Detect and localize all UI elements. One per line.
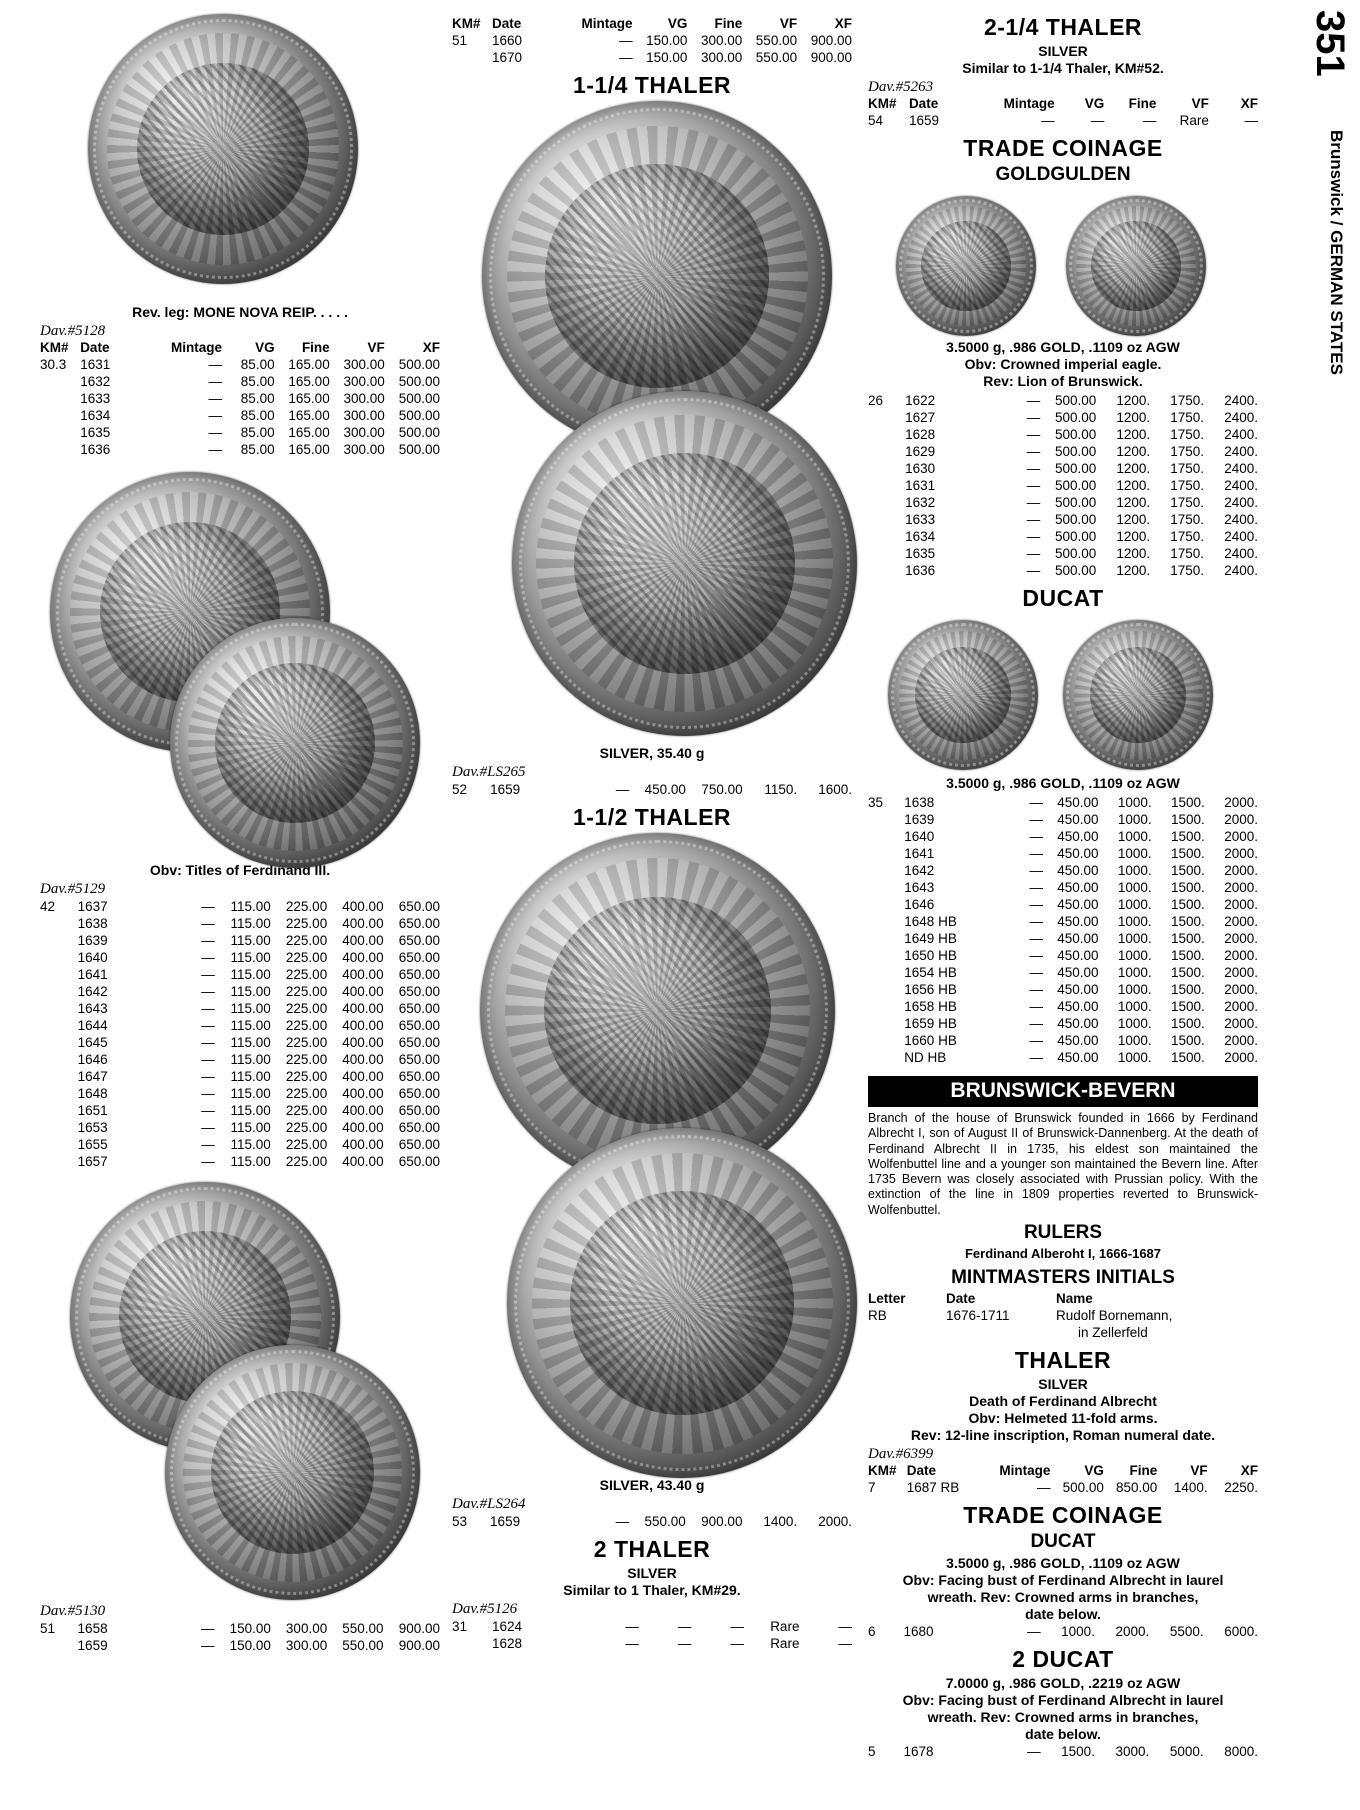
coin-image-2 xyxy=(40,458,440,858)
silver-weight-4340: SILVER, 43.40 g xyxy=(599,1477,705,1493)
dav-ref-5126: Dav.#5126 xyxy=(452,1601,518,1617)
col-header-vg: VG xyxy=(1084,96,1105,111)
thaler-line-2: Obv: Helmeted 11-fold arms. xyxy=(968,1409,1158,1426)
heading-2-thaler: 2 THALER xyxy=(593,1536,711,1562)
col-header-mintage: Mintage xyxy=(1003,96,1055,111)
col-header-km: KM# xyxy=(868,96,897,111)
table-row: 1627 — 500.00 1200. 1750. 2400. xyxy=(905,410,1258,425)
two-ducat-obv-2: wreath. Rev: Crowned arms in branches, xyxy=(927,1708,1199,1725)
col-header-km: KM# xyxy=(452,16,481,31)
rulers-text: Ferdinand Alberoht I, 1666-1687 xyxy=(964,1245,1162,1261)
table-row: 1629 — 500.00 1200. 1750. 2400. xyxy=(905,444,1258,459)
table-row: 35 1638 — 450.00 1000. 1500. 2000. xyxy=(868,795,1258,810)
table-row: ND HB — 450.00 1000. 1500. 2000. xyxy=(904,1050,1258,1065)
coin-photo-5130-reverse xyxy=(165,1345,420,1600)
col-header-xf: XF xyxy=(1240,1462,1258,1478)
table-row: 42 1637 — 115.00 225.00 400.00 650.00 xyxy=(40,899,440,914)
dav-ref-5130: Dav.#5130 xyxy=(40,1603,106,1619)
col-header-xf: XF xyxy=(422,340,440,355)
dav-ref-6399: Dav.#6399 xyxy=(868,1445,934,1462)
table-row: 1658 HB — 450.00 1000. 1500. 2000. xyxy=(904,999,1258,1014)
table-row: 1630 — 500.00 1200. 1750. 2400. xyxy=(905,461,1258,476)
table-row: 52 1659 — 450.00 750.00 1150. 1600. xyxy=(452,782,852,797)
section-intro-text: Branch of the house of Brunswick founded in 1666 by Ferdinand Albrecht I, son of August II of Brunswick-Dannenberg. At the death of Ferdinand Albrecht II in 1735, his eldest son maintained the Wolfenbuttel line and a younger son maintained the Bevern line. After 1735 Bevern was closely associated with Prussian policy. With the extinction of the line in 1809 properties reverted to Brunswick-Wolfenbuttel. xyxy=(868,1111,1258,1217)
coin1-caption: Rev. leg: MONE NOVA REIP. . . . . xyxy=(132,304,348,320)
col-header-date: Date xyxy=(491,16,522,31)
table-row: 1640 — 115.00 225.00 400.00 650.00 xyxy=(77,950,440,965)
two-ducat-obv-3: date below. xyxy=(1025,1725,1101,1742)
heading-1-1-4-thaler: 1-1/4 THALER xyxy=(572,72,732,98)
col-header-xf: XF xyxy=(1240,96,1258,111)
table-row: 1640 — 450.00 1000. 1500. 2000. xyxy=(904,829,1258,844)
coin-image-114 xyxy=(452,101,852,741)
col-header-fine: Fine xyxy=(1129,1462,1158,1478)
price-table-51-top xyxy=(452,16,852,66)
heading-goldgulden: GOLDGULDEN xyxy=(995,164,1131,185)
price-table-35 xyxy=(868,794,1258,1066)
coin2-caption: Obv: Titles of Ferdinand III. xyxy=(149,862,331,878)
table-row: 1628 — — — Rare — xyxy=(491,1636,852,1651)
heading-trade-coinage-1: TRADE COINAGE xyxy=(963,135,1163,161)
coin-image-3 xyxy=(40,1170,440,1600)
table-row: 1635 — 85.00 165.00 300.00 500.00 xyxy=(80,425,440,440)
table-row: 1659 — 150.00 300.00 550.00 900.00 xyxy=(77,1638,440,1653)
table-row: 53 1659 — 550.00 900.00 1400. 2000. xyxy=(452,1514,852,1529)
price-table-5 xyxy=(868,1743,1258,1760)
col-header-name: Name xyxy=(1056,1290,1093,1306)
table-row: 1633 — 500.00 1200. 1750. 2400. xyxy=(905,512,1258,527)
thaler-line-1: Death of Ferdinand Albrecht xyxy=(969,1392,1157,1409)
dav-ref-5263: Dav.#5263 xyxy=(868,79,934,95)
dav-ref-5128: Dav.#5128 xyxy=(40,323,106,339)
table-row: 1654 HB — 450.00 1000. 1500. 2000. xyxy=(904,965,1258,980)
heading-2-ducat: 2 DUCAT xyxy=(1012,1645,1114,1672)
price-table-7 xyxy=(868,1463,1258,1496)
col-header-date: Date xyxy=(906,1462,937,1478)
dav-ref-ls265: Dav.#LS265 xyxy=(452,764,526,780)
heading-rulers: RULERS xyxy=(1023,1221,1103,1243)
table-row: 51 1660 — 150.00 300.00 550.00 900.00 xyxy=(452,33,852,48)
subheading-silver-214: SILVER xyxy=(1038,43,1088,59)
table-row: 1634 — 500.00 1200. 1750. 2400. xyxy=(905,529,1258,544)
subheading-similar: Similar to 1 Thaler, KM#29. xyxy=(563,1582,741,1598)
table-row: 1649 HB — 450.00 1000. 1500. 2000. xyxy=(904,931,1258,946)
col-header-vg: VG xyxy=(255,340,275,355)
coin-image-ducat xyxy=(868,614,1258,774)
price-table-42 xyxy=(40,898,440,1170)
heading-2-1-4-thaler: 2-1/4 THALER xyxy=(983,14,1143,40)
table-row: 5 1678 — 1500. 3000. 5000. 8000. xyxy=(868,1743,1258,1759)
ducat2-obv-3: date below. xyxy=(1025,1605,1101,1622)
table-row: 1657 — 115.00 225.00 400.00 650.00 xyxy=(77,1154,440,1169)
price-table-6 xyxy=(868,1623,1258,1640)
col-header-fine: Fine xyxy=(714,16,743,31)
table-row: 1645 — 115.00 225.00 400.00 650.00 xyxy=(77,1035,440,1050)
table-row: 6 1680 — 1000. 2000. 5500. 6000. xyxy=(868,1623,1258,1639)
col-header-mintage: Mintage xyxy=(999,1462,1051,1478)
table-row: 1651 — 115.00 225.00 400.00 650.00 xyxy=(77,1103,440,1118)
price-table-53 xyxy=(452,1513,852,1530)
page-side-rail xyxy=(1284,10,1354,430)
table-row: 26 1622 — 500.00 1200. 1750. 2400. xyxy=(868,393,1258,408)
coin-image-goldgulden xyxy=(868,188,1258,338)
col-header-mintage: Mintage xyxy=(581,16,633,31)
table-row: 1633 — 85.00 165.00 300.00 500.00 xyxy=(80,391,440,406)
col-header-mintage: Mintage xyxy=(170,340,222,355)
dav-ref-5129: Dav.#5129 xyxy=(40,881,106,897)
column-right xyxy=(868,0,1258,1760)
table-row: 1643 — 115.00 225.00 400.00 650.00 xyxy=(77,1001,440,1016)
col-header-fine: Fine xyxy=(301,340,330,355)
col-header-date: Date xyxy=(908,96,939,111)
thaler-line-3: Rev: 12-line inscription, Roman numeral date. xyxy=(910,1426,1216,1443)
table-row: 1646 — 450.00 1000. 1500. 2000. xyxy=(904,897,1258,912)
col-header-vf: VF xyxy=(1191,96,1209,111)
column-center xyxy=(452,0,852,1652)
heading-1-1-2-thaler: 1-1/2 THALER xyxy=(572,804,732,830)
silver-weight-3540: SILVER, 35.40 g xyxy=(599,745,705,761)
table-row: 1628 — 500.00 1200. 1750. 2400. xyxy=(905,427,1258,442)
price-table-52 xyxy=(452,781,852,798)
coin-photo-ducat-reverse xyxy=(1063,620,1213,770)
table-row: 1644 — 115.00 225.00 400.00 650.00 xyxy=(77,1018,440,1033)
table-row: RB 1676-1711 Rudolf Bornemann, xyxy=(868,1307,1173,1323)
table-row: 1636 — 500.00 1200. 1750. 2400. xyxy=(905,563,1258,578)
col-header-vf: VF xyxy=(779,16,798,31)
table-row: 1646 — 115.00 225.00 400.00 650.00 xyxy=(77,1052,440,1067)
table-row: 7 1687 RB — 500.00 850.00 1400. 2250. xyxy=(868,1479,1258,1495)
col-header-vf: VF xyxy=(1190,1462,1208,1478)
mintmasters-table xyxy=(868,1291,1258,1341)
table-row: 1648 — 115.00 225.00 400.00 650.00 xyxy=(77,1086,440,1101)
table-row: 1639 — 115.00 225.00 400.00 650.00 xyxy=(77,933,440,948)
col-header-vg: VG xyxy=(1084,1462,1104,1478)
table-row: 1636 — 85.00 165.00 300.00 500.00 xyxy=(80,442,440,457)
col-header-vf: VF xyxy=(367,340,385,355)
section-banner-brunswick-bevern: BRUNSWICK-BEVERN xyxy=(868,1076,1258,1107)
table-row: 1653 — 115.00 225.00 400.00 650.00 xyxy=(77,1120,440,1135)
table-row: 1648 HB — 450.00 1000. 1500. 2000. xyxy=(904,914,1258,929)
table-row: 1631 — 500.00 1200. 1750. 2400. xyxy=(905,478,1258,493)
two-ducat-spec: 7.0000 g, .986 GOLD, .2219 oz AGW xyxy=(945,1674,1181,1691)
heading-mintmasters: MINTMASTERS INITIALS xyxy=(951,1266,1175,1288)
col-header-km: KM# xyxy=(868,1462,897,1478)
coin-image-112 xyxy=(452,833,852,1473)
col-header-xf: XF xyxy=(834,16,852,31)
col-header-date: Date xyxy=(946,1290,976,1306)
subheading-similar-214: Similar to 1-1/4 Thaler, KM#52. xyxy=(962,60,1164,76)
coin-image-1 xyxy=(40,0,440,300)
table-row: 1635 — 500.00 1200. 1750. 2400. xyxy=(905,546,1258,561)
col-header-fine: Fine xyxy=(1128,96,1157,111)
gold-reverse-goldgulden: Rev: Lion of Brunswick. xyxy=(983,373,1143,389)
table-row: 1634 — 85.00 165.00 300.00 500.00 xyxy=(80,408,440,423)
column-left xyxy=(40,0,440,1654)
coin-photo-114-reverse xyxy=(512,391,857,736)
price-table-54 xyxy=(868,96,1258,129)
coin-photo-ducat-obverse xyxy=(888,620,1038,770)
heading-ducat: DUCAT xyxy=(1022,585,1104,611)
table-row: 1643 — 450.00 1000. 1500. 2000. xyxy=(904,880,1258,895)
table-row: 1655 — 115.00 225.00 400.00 650.00 xyxy=(77,1137,440,1152)
table-row: 1660 HB — 450.00 1000. 1500. 2000. xyxy=(904,1033,1258,1048)
table-row: 1642 — 115.00 225.00 400.00 650.00 xyxy=(77,984,440,999)
table-row: in Zellerfeld xyxy=(1078,1324,1148,1340)
gold-obverse-goldgulden: Obv: Crowned imperial eagle. xyxy=(964,356,1162,372)
coin-photo-ferdinand-reverse xyxy=(170,618,420,868)
page-number: 351 xyxy=(1308,10,1352,77)
table-row: 1642 — 450.00 1000. 1500. 2000. xyxy=(904,863,1258,878)
table-row: 30.3 1631 — 85.00 165.00 300.00 500.00 xyxy=(40,357,440,372)
coin-photo-goldgulden-obverse xyxy=(896,196,1036,336)
heading-ducat-2: DUCAT xyxy=(1030,1530,1096,1552)
table-row: 1656 HB — 450.00 1000. 1500. 2000. xyxy=(904,982,1258,997)
price-table-31 xyxy=(452,1618,852,1652)
gold-spec-ducat: 3.5000 g, .986 GOLD, .1109 oz AGW xyxy=(946,775,1180,791)
coin-photo-thaler-obverse xyxy=(88,14,358,284)
table-row: 1639 — 450.00 1000. 1500. 2000. xyxy=(904,812,1258,827)
two-ducat-obv-1: Obv: Facing bust of Ferdinand Albrecht in laurel xyxy=(902,1691,1224,1708)
ducat2-spec: 3.5000 g, .986 GOLD, .1109 oz AGW xyxy=(946,1554,1180,1571)
table-row: 1659 HB — 450.00 1000. 1500. 2000. xyxy=(904,1016,1258,1031)
col-header-vg: VG xyxy=(667,16,688,31)
subheading-silver: SILVER xyxy=(627,1565,677,1581)
coin-photo-112-reverse xyxy=(507,1128,857,1478)
table-row: 1641 — 450.00 1000. 1500. 2000. xyxy=(904,846,1258,861)
price-table-51-left xyxy=(40,1620,440,1654)
page-rail-text: Brunswick / GERMAN STATES xyxy=(1327,130,1346,375)
table-row: 1638 — 115.00 225.00 400.00 650.00 xyxy=(77,916,440,931)
table-row: 1670 — 150.00 300.00 550.00 900.00 xyxy=(491,50,852,65)
thaler-silver: SILVER xyxy=(1038,1375,1088,1392)
ducat2-obv-1: Obv: Facing bust of Ferdinand Albrecht in laurel xyxy=(902,1571,1224,1588)
dav-ref-ls264: Dav.#LS264 xyxy=(452,1496,526,1512)
table-row: 31 1624 — — — Rare — xyxy=(452,1619,852,1634)
table-row: 1650 HB — 450.00 1000. 1500. 2000. xyxy=(904,948,1258,963)
gold-spec-goldgulden: 3.5000 g, .986 GOLD, .1109 oz AGW xyxy=(946,339,1180,355)
table-row: 51 1658 — 150.00 300.00 550.00 900.00 xyxy=(40,1621,440,1636)
price-table-26 xyxy=(868,392,1258,579)
coin-photo-goldgulden-reverse xyxy=(1066,196,1206,336)
col-header-date: Date xyxy=(80,340,110,355)
col-header-letter: Letter xyxy=(868,1290,906,1306)
col-header-km: KM# xyxy=(40,340,69,355)
table-row: 1641 — 115.00 225.00 400.00 650.00 xyxy=(77,967,440,982)
heading-trade-coinage-2: TRADE COINAGE xyxy=(963,1501,1163,1528)
table-row: 1647 — 115.00 225.00 400.00 650.00 xyxy=(77,1069,440,1084)
price-table-30-3 xyxy=(40,340,440,458)
table-row: 1632 — 85.00 165.00 300.00 500.00 xyxy=(80,374,440,389)
ducat2-obv-2: wreath. Rev: Crowned arms in branches, xyxy=(927,1588,1199,1605)
heading-thaler: THALER xyxy=(1014,1346,1112,1373)
table-row: 1632 — 500.00 1200. 1750. 2400. xyxy=(905,495,1258,510)
table-row: 54 1659 — — — Rare — xyxy=(868,113,1258,128)
